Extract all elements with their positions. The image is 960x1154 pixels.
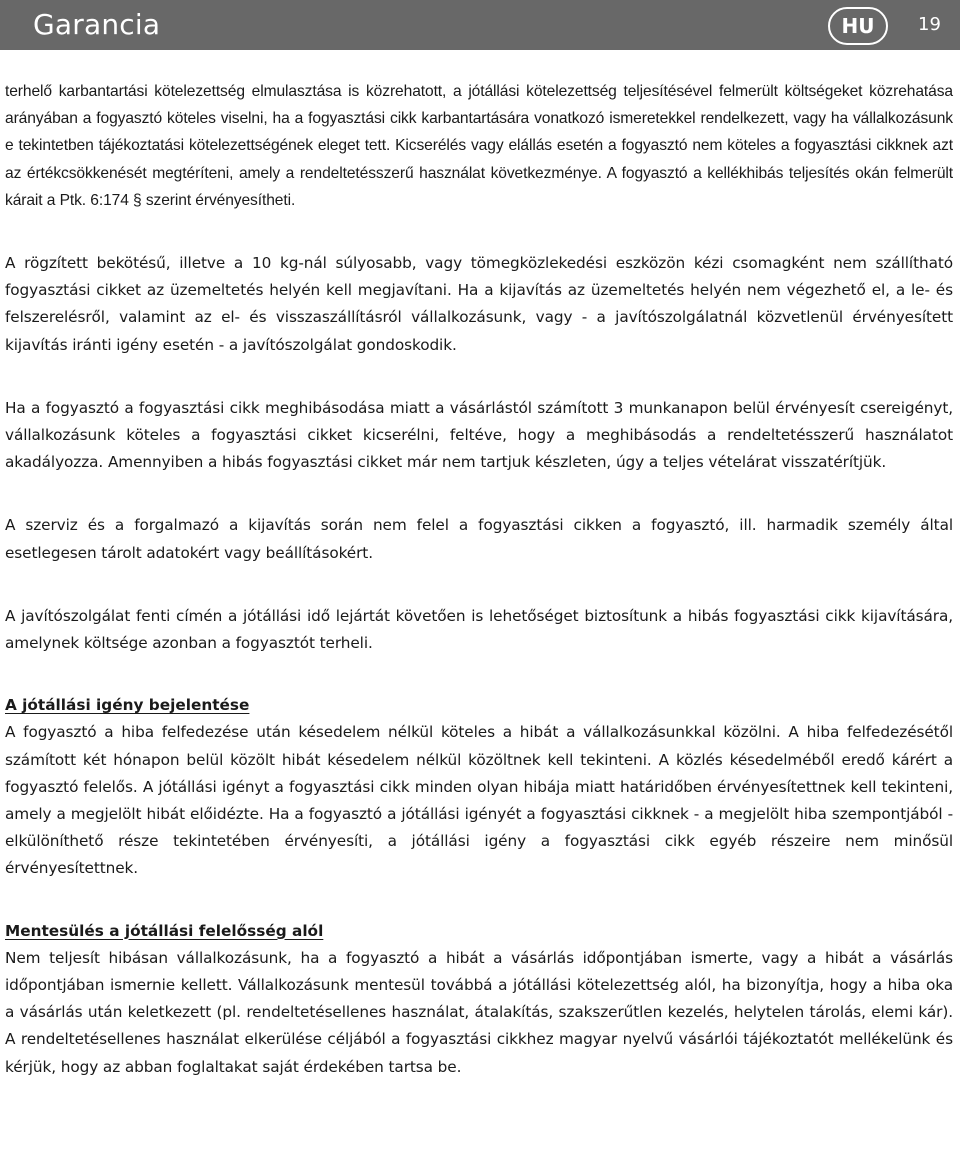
document-body: [5, 78, 953, 1081]
paragraph-claim-notification: A fogyasztó a hiba felfedezése után késedelem nélkül köteles a hibát a vállalkozásunkkal közölni. A hiba felfedezésétől számított két hónapon belül közölt hibát késedelem nélkül közöltnek kell tekinteni. A közlés késedelméből eredő kárért a fogyasztó felelős. A jótállási igényt a fogyasztási cikk minden olyan hibája miatt határidőben érvényesítettnek kell tekinteni, amely a megjelölt hibát előidézte. Ha a fogyasztó a jótállási igényét a fogyasztási cikknek - a megjelölt hiba szempontjából - elkülöníthető része tekintetében érvényesíti, a jótállási igény a fogyasztási cikk egyéb részeire nem minősül érvényesítettnek.: [5, 723, 953, 878]
language-badge: HU: [828, 7, 888, 45]
page-number: 19: [918, 14, 941, 35]
paragraph-maintenance-costs: terhelő karbantartási kötelezettség elmulasztása is közrehatott, a jótállási kötelezettség teljesítésével felmerült költségeket közrehatása arányában a fogyasztó köteles viselni, ha a fogyasztási cikk karbantartására vonatkozó ismeretekkel rendelkezett, vagy ha vállalkozásunk e tekintetben tájékoztatási kötelezettségének eleget tett. Kicserélés vagy elállás esetén a fogyasztó nem köteles a fogyasztási cikknek azt az értékcsökkenését megtéríteni, amely a rendeltetésszerű használat következménye. A fogyasztó a kellékhibás teljesítés okán felmerült kárait a Ptk. 6:174 § szerint érvényesítheti.: [5, 83, 953, 209]
page-header: [0, 0, 960, 50]
heading-claim-notification: A jótállási igény bejelentése: [5, 696, 250, 715]
page-title: Garancia: [33, 8, 161, 41]
heading-liability-exemption: Mentesülés a jótállási felelősség alól: [5, 921, 324, 940]
paragraph-stored-data: A szerviz és a forgalmazó a kijavítás során nem felel a fogyasztási cikken a fogyasztó, ill. harmadik személy által esetlegesen tárolt adatokért vagy beállításokért.: [5, 516, 953, 562]
paragraph-replacement: Ha a fogyasztó a fogyasztási cikk meghibásodása miatt a vásárlástól számított 3 munkanapon belül érvényesít csereigényt, vállalkozásunk köteles a fogyasztási cikket kicserélni, feltéve, hogy a meghibásodás a rendeltetésszerű használatot akadályozza. Amennyiben a hibás fogyasztási cikket már nem tartjuk készleten, úgy a teljes vételárat visszatérítjük.: [5, 398, 953, 472]
paragraph-onsite-repair: A rögzített bekötésű, illetve a 10 kg-nál súlyosabb, vagy tömegközlekedési eszközön kézi csomagként nem szállítható fogyasztási cikket az üzemeltetés helyén kell megjavítani. Ha a kijavítás az üzemeltetés helyén nem végezhető el, a le- és felszerelésről, valamint az el- és visszaszállításról vállalkozásunk, vagy - a javítószolgálatnál közvetlenül érvényesített kijavítás iránti igény esetén - a javítószolgálat gondoskodik.: [5, 254, 953, 354]
paragraph-liability-exemption: Nem teljesít hibásan vállalkozásunk, ha a fogyasztó a hibát a vásárlás időpontjában ismerte, vagy a hibát a vásárlás időpontjában ismernie kellett. Vállalkozásunk mentesül továbbá a jótállási kötelezettség alól, ha bizonyítja, hogy a hiba oka a vásárlás után keletkezett (pl. rendeltetésellenes használat, átalakítás, szakszerűtlen kezelés, helytelen tárolás, elemi kár). A rendeltetésellenes használat elkerülése céljából a fogyasztási cikkhez magyar nyelvű vásárlói tájékoztatót mellékelünk és kérjük, hogy az abban foglaltakat saját érdekében tartsa be.: [5, 948, 953, 1076]
paragraph-post-warranty-repair: A javítószolgálat fenti címén a jótállási idő lejártát követően is lehetőséget biztosítunk a hibás fogyasztási cikk kijavítására, amelynek költsége azonban a fogyasztót terheli.: [5, 606, 953, 653]
